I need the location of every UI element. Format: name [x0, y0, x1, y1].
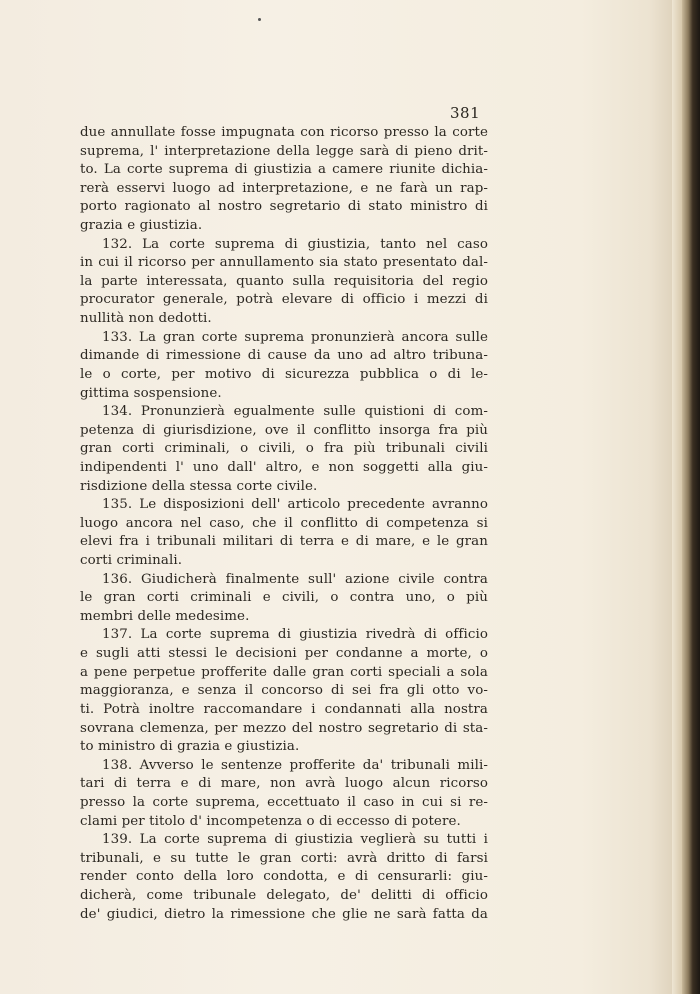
text-line: to. La corte suprema di giustizia a camere riunite dichia-	[80, 162, 488, 178]
text-line: dimande di rimessione di cause da uno ad altro tribuna-	[80, 348, 488, 364]
text-line: procurator generale, potrà elevare di officio i mezzi di	[80, 292, 488, 308]
text-line: 137. La corte suprema di giustizia rivedrà di officio	[102, 627, 488, 643]
text-line: la parte interessata, quanto sulla requisitoria del regio	[80, 273, 488, 289]
text-line: risdizione della stessa corte civile.	[80, 478, 318, 494]
text-line: maggioranza, e senza il concorso di sei fra gli otto vo-	[80, 683, 488, 699]
text-line: rerà esservi luogo ad interpretazione, e ne farà un rap-	[80, 180, 488, 196]
text-line: render conto della loro condotta, e di censurarli: giu-	[80, 869, 488, 885]
text-line: le gran corti criminali e civili, o contra uno, o più	[80, 590, 488, 606]
text-line: 133. La gran corte suprema pronunzierà ancora sulle	[102, 329, 488, 345]
text-line: 135. Le disposizioni dell' articolo precedente avranno	[102, 497, 488, 513]
text-line: 134. Pronunzierà egualmente sulle quistioni di com-	[102, 404, 488, 420]
text-line: 132. La corte suprema di giustizia, tanto nel caso	[102, 236, 488, 252]
text-line: presso la corte suprema, eccettuato il caso in cui si re-	[80, 794, 488, 810]
page-text	[80, 124, 488, 924]
text-line: porto ragionato al nostro segretario di stato ministro di	[80, 199, 488, 215]
text-line: elevi fra i tribunali militari di terra e di mare, e le gran	[80, 534, 488, 550]
text-line: ti. Potrà inoltre raccomandare i condannati alla nostra	[80, 701, 488, 717]
page-edge-strip	[672, 0, 682, 994]
text-line: in cui il ricorso per annullamento sia stato presentato dal-	[80, 255, 488, 271]
book-binding-edge	[682, 0, 700, 994]
text-line: corti criminali.	[80, 553, 183, 569]
text-line: 138. Avverso le sentenze profferite da' tribunali mili-	[102, 757, 488, 773]
text-line: due annullate fosse impugnata con ricorso presso la corte	[80, 125, 488, 140]
text-line: le o corte, per motivo di sicurezza pubblica o di le-	[80, 366, 488, 382]
text-line: tari di terra e di mare, non avrà luogo alcun ricorso	[80, 776, 488, 792]
text-line: grazia e giustizia.	[80, 218, 203, 234]
text-line: nullità non dedotti.	[80, 311, 212, 327]
text-line: gittima sospensione.	[80, 385, 222, 401]
text-line: 139. La corte suprema di giustizia veglierà su tutti i	[102, 832, 488, 848]
text-line: indipendenti l' uno dall' altro, e non soggetti alla giu-	[80, 459, 488, 475]
text-line: tribunali, e su tutte le gran corti: avrà dritto di farsi	[80, 850, 488, 866]
text-line: a pene perpetue profferite dalle gran corti speciali a sola	[80, 664, 488, 680]
ink-speck	[258, 18, 261, 21]
text-line: petenza di giurisdizione, ove il conflitto insorga fra più	[80, 422, 488, 438]
text-line: to ministro di grazia e giustizia.	[80, 739, 300, 755]
text-line: sovrana clemenza, per mezzo del nostro segretario di sta-	[80, 720, 488, 736]
text-line: suprema, l' interpretazione della legge sarà di pieno drit-	[80, 143, 488, 159]
text-line: clami per titolo d' incompetenza o di eccesso di potere.	[80, 813, 461, 829]
text-line: membri delle medesime.	[80, 608, 250, 624]
text-line: de' giudici, dietro la rimessione che glie ne sarà fatta da	[80, 906, 488, 922]
text-line: gran corti criminali, o civili, o fra più tribunali civili	[80, 441, 488, 457]
text-line: luogo ancora nel caso, che il conflitto di competenza si	[80, 515, 488, 531]
text-line: 136. Giudicherà finalmente sull' azione civile contra	[102, 571, 488, 587]
page-number: 381	[450, 104, 481, 122]
text-line: dicherà, come tribunale delegato, de' delitti di officio	[80, 887, 488, 903]
text-line: e sugli atti stessi le decisioni per condanne a morte, o	[80, 646, 488, 662]
